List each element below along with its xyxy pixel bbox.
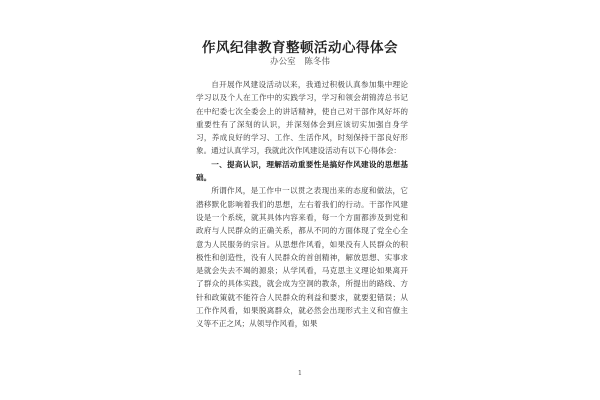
page-number: 1 (297, 369, 303, 377)
document-title: 作风纪律教育整顿活动心得体会 (202, 40, 398, 56)
section-heading-1: 一、提高认识，理解活动重要性是搞好作风建设的思想基础。 (196, 159, 408, 183)
author-byline: 办公室 陈冬伟 (270, 57, 330, 67)
section-paragraph-1: 所谓作风，是工作中一以贯之表现出来的态度和做法，它潜移默化影响着我们的思想，左右着我们的行动。干部作风建设是一个系统，就其具体内容来看，每一个方面都涉及到党和政府与人民群众的正确关系，都从不同的方面体现了党全心全意为人民服务的宗旨。从思想作风看，如果没有人民群众的积极性和创造性，没有人民群众的首创精神，解放思想、实事求是就会失去不竭的源泉；从学风看，马克思主义理论如果离开了群众的具体实践，就会成为空洞的教条，所提出的路线、方针和政策就不能符合人民群众的利益和要求，就要犯错误；从工作作风看，如果脱离群众，就必然会出现形式主义和官僚主义等不正之风；从领导作风看，如果 (196, 186, 408, 329)
document-body (196, 78, 408, 331)
intro-paragraph: 自开展作风建设活动以来，我通过积极认真参加集中理论学习以及个人在工作中的实践学习，学习和领会胡锦涛总书记在中纪委七次全委会上的讲话精神，使自己对干部作风好坏的重要性有了深刻的认识，并深刻体会到应该切实加强自身学习，养成良好的学习、工作、生活作风，时刻保持干部良好形象。通过认真学习，我就此次作风建设活动有以下心得体会： (196, 80, 408, 156)
